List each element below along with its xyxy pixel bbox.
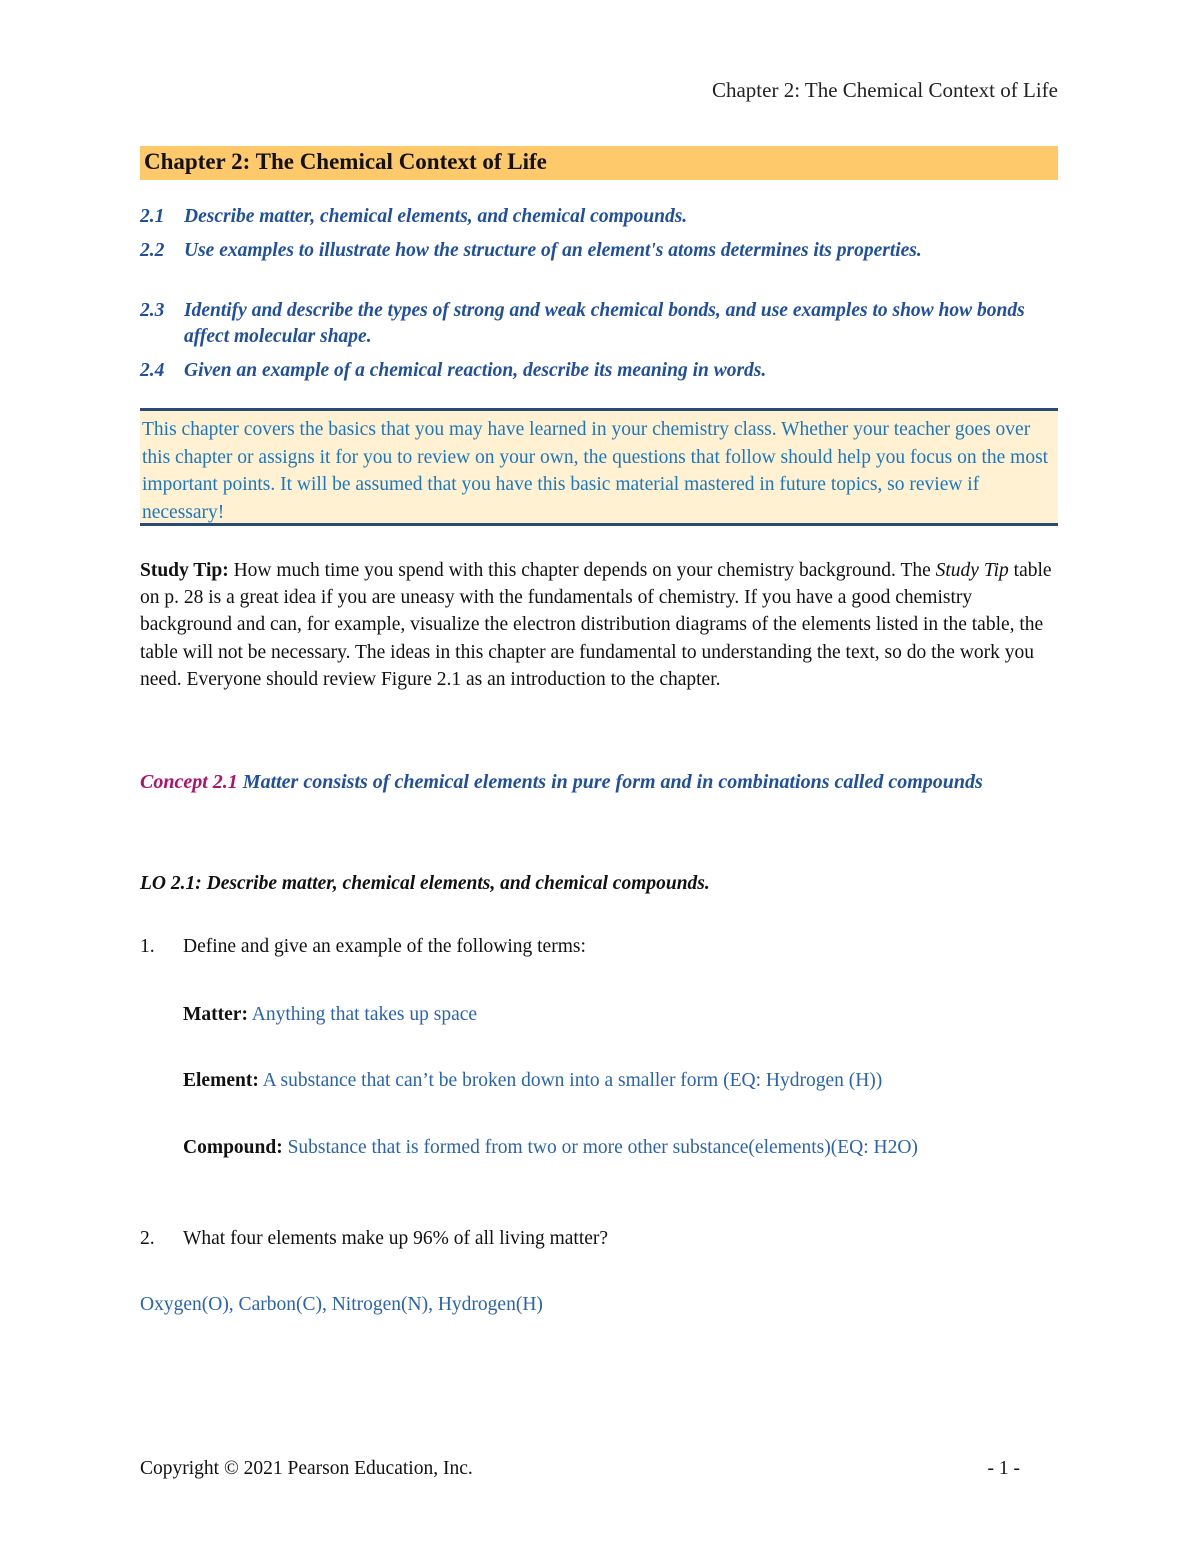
- term-element: [183, 1067, 1043, 1094]
- term-answer: Anything that takes up space: [247, 1004, 478, 1025]
- question-number: 2.: [140, 1228, 155, 1249]
- objective-text: Use examples to illustrate how the structure of an element's atoms determines its properties.: [184, 240, 922, 261]
- chapter-title-bar: [140, 146, 1058, 180]
- running-header: Chapter 2: The Chemical Context of Life: [711, 78, 1058, 102]
- footer-copyright: Copyright © 2021 Pearson Education, Inc.: [140, 1458, 473, 1479]
- term-label: Element:: [183, 1070, 259, 1091]
- footer-page-number: - 1 -: [987, 1458, 1020, 1479]
- question-text: What four elements make up 96% of all living matter?: [183, 1228, 609, 1249]
- term-matter: [183, 1001, 1043, 1028]
- study-tip-paragraph: [140, 557, 1060, 693]
- objective-number: 2.4: [140, 360, 165, 381]
- concept-heading: [140, 769, 1060, 796]
- learning-objective: LO 2.1: Describe matter, chemical elements, and chemical compounds.: [140, 873, 710, 894]
- objective-number: 2.2: [140, 240, 165, 261]
- objective-text: Identify and describe the types of strong and weak chemical bonds, and use examples to show how bonds affect molecular shape.: [184, 300, 1025, 347]
- term-answer: Substance that is formed from two or more other substance(elements)(EQ: H2O): [282, 1137, 918, 1158]
- study-tip-text: How much time you spend with this chapter depends on your chemistry background. The: [228, 560, 936, 581]
- objective-number: 2.1: [140, 206, 165, 227]
- intro-text: This chapter covers the basics that you may have learned in your chemistry class. Whether your teacher goes over this chapter or assigns it for you to review on your own, the questions that follow should help you focus on the most important points. It will be assumed that you have this basic material mastered in future topics, so review if necessary!: [142, 419, 1049, 523]
- chapter-title: Chapter 2: The Chemical Context of Life: [144, 149, 547, 174]
- answer-text: Oxygen(O), Carbon(C), Nitrogen(N), Hydrogen(H): [140, 1294, 543, 1315]
- objective-text: Given an example of a chemical reaction, describe its meaning in words.: [184, 360, 767, 381]
- study-tip-label: Study Tip:: [140, 560, 229, 581]
- question-text: Define and give an example of the following terms:: [183, 936, 586, 957]
- study-tip-text: table on p. 28 is a great idea if you are uneasy with the fundamentals of chemistry. If you have a good chemistry background and can, for example, visualize the electron distribution diagrams of the elements listed in the table, the table will not be necessary. The ideas in this chapter are fundamental to understanding the text, so do the work you need. Everyone should review Figure 2.1 as an introduction to the chapter.: [140, 560, 1052, 690]
- term-answer: A substance that can’t be broken down into a smaller form (EQ: Hydrogen (H)): [258, 1070, 883, 1091]
- study-tip-emphasis: Study Tip: [935, 560, 1009, 581]
- term-label: Compound:: [183, 1137, 283, 1158]
- term-label: Matter:: [183, 1004, 248, 1025]
- term-compound: [183, 1134, 1033, 1161]
- concept-text: Matter consists of chemical elements in pure form and in combinations called compounds: [237, 771, 983, 793]
- objective-number: 2.3: [140, 300, 165, 321]
- objective-text: Describe matter, chemical elements, and chemical compounds.: [184, 206, 688, 227]
- concept-label: Concept 2.1: [140, 771, 238, 793]
- intro-callout: [140, 408, 1058, 526]
- question-number: 1.: [140, 936, 155, 957]
